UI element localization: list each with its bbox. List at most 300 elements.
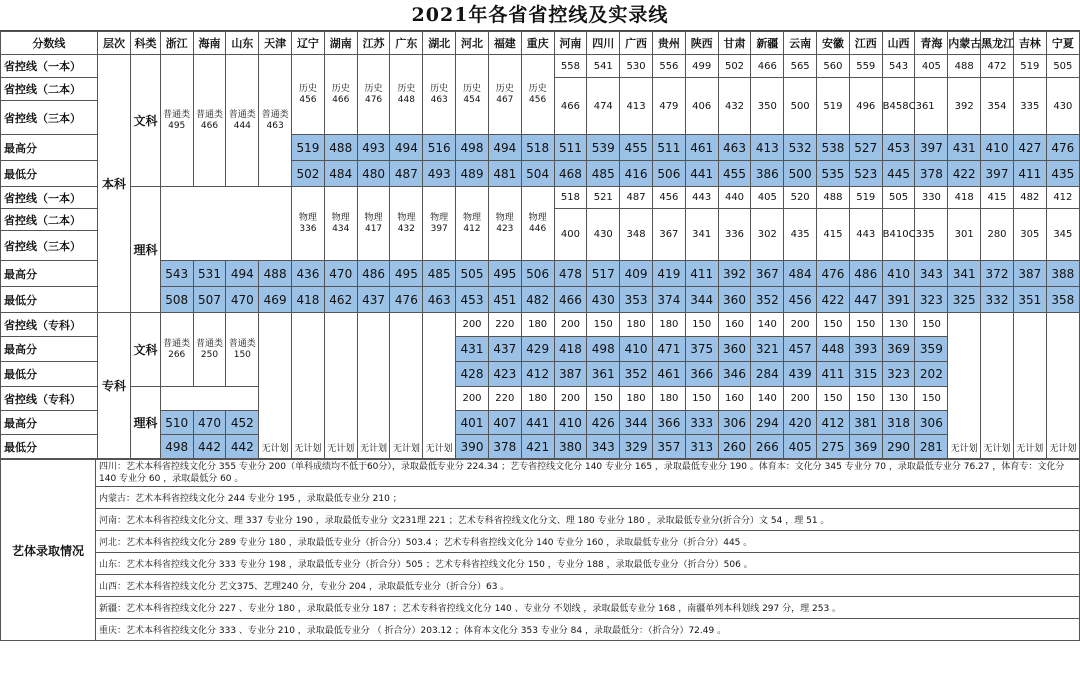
history-tag: 历史	[397, 83, 416, 94]
li-min-row	[1, 287, 1080, 313]
header-province: 陕西	[685, 32, 718, 55]
score-cell: 412	[817, 411, 850, 435]
putong-cell	[193, 313, 226, 387]
score-cell: 150	[915, 387, 948, 411]
score-cell: 412	[521, 362, 554, 387]
physics-tag: 物理	[298, 212, 317, 223]
score-cell: 200	[456, 387, 489, 411]
score-cell: 535	[817, 161, 850, 187]
physics-tag: 物理	[331, 212, 350, 223]
score-cell: 494	[488, 135, 521, 161]
score-cell: 302	[751, 209, 784, 261]
score-cell: 519	[817, 78, 850, 135]
score-cell: 130	[882, 387, 915, 411]
score-cell: 180	[521, 387, 554, 411]
score-cell: 344	[620, 411, 653, 435]
score-cell: 461	[685, 135, 718, 161]
score-cell: 367	[652, 209, 685, 261]
li-max-row	[1, 261, 1080, 287]
header-province: 新疆	[751, 32, 784, 55]
history-cell	[423, 55, 456, 135]
score-cell: 500	[784, 78, 817, 135]
score-cell: 462	[324, 287, 357, 313]
score-cell: 359	[915, 337, 948, 362]
score-cell: 469	[259, 287, 292, 313]
score-cell: 353	[620, 287, 653, 313]
score-cell: 422	[948, 161, 981, 187]
li-l1-row	[1, 187, 1080, 209]
score-cell: 405	[915, 55, 948, 78]
score-cell: 440	[718, 187, 751, 209]
score-cell: 305	[1013, 209, 1046, 261]
subject-li: 理科	[131, 187, 161, 313]
score-cell: 430	[587, 287, 620, 313]
no-plan-cell: 无计划	[423, 313, 456, 459]
score-cell: 519	[849, 187, 882, 209]
score-cell: 260	[718, 435, 751, 459]
history-tag: 历史	[331, 83, 350, 94]
score-cell: 374	[652, 287, 685, 313]
score-cell: 391	[882, 287, 915, 313]
no-plan-cell: 无计划	[259, 313, 292, 459]
score-cell: 493	[357, 135, 390, 161]
score-cell: 180	[620, 313, 653, 337]
score-cell: 432	[718, 78, 751, 135]
row-label: 最低分	[1, 435, 98, 459]
header-province: 青海	[915, 32, 948, 55]
physics-cell	[456, 187, 489, 261]
score-cell: 470	[324, 261, 357, 287]
score-cell: 330	[915, 187, 948, 209]
score-cell: 418	[948, 187, 981, 209]
score-cell: 200	[784, 313, 817, 337]
physics-score: 423	[496, 223, 514, 234]
score-cell: 518	[521, 135, 554, 161]
score-cell: 393	[849, 337, 882, 362]
score-cell: 388	[1046, 261, 1079, 287]
no-plan-cell: 无计划	[324, 313, 357, 459]
art-note-row	[1, 575, 1080, 597]
art-note-row	[1, 509, 1080, 531]
score-cell: 284	[751, 362, 784, 387]
physics-cell	[488, 187, 521, 261]
level-zhuanke: 专科	[97, 313, 131, 459]
score-cell: 428	[456, 362, 489, 387]
score-cell: 527	[849, 135, 882, 161]
score-cell: 480	[357, 161, 390, 187]
score-cell: 493	[423, 161, 456, 187]
score-cell: 411	[685, 261, 718, 287]
score-cell: 150	[817, 387, 850, 411]
score-cell: 375	[685, 337, 718, 362]
score-cell: 556	[652, 55, 685, 78]
art-note-text: 内蒙古：艺术本科省控线文化分 244 专业分 195 ，录取最低专业分 210 ；	[96, 487, 1080, 509]
row-label: 最低分	[1, 161, 98, 187]
score-cell: 341	[685, 209, 718, 261]
score-cell: 485	[587, 161, 620, 187]
putong-label: 普通类	[228, 109, 256, 120]
score-cell: 180	[652, 313, 685, 337]
score-cell: 500	[784, 161, 817, 187]
score-cell: 325	[948, 287, 981, 313]
score-cell: 486	[849, 261, 882, 287]
score-cell: 140	[751, 387, 784, 411]
physics-cell	[423, 187, 456, 261]
score-cell: 335	[1013, 78, 1046, 135]
score-cell: 518	[554, 187, 587, 209]
score-cell: 474	[587, 78, 620, 135]
art-note-text: 新疆：艺术本科省控线文化分 227 、专业分 180 ，录取最低专业分 187 ；艺术专科省控线文化分 140 、专业分 不划线 ，录取最低专业分 168 ，南疆单列本科划线 297 分，理 253 。	[96, 597, 1080, 619]
score-cell: 504	[521, 161, 554, 187]
score-cell: 150	[587, 313, 620, 337]
no-plan-cell: 无计划	[292, 313, 325, 459]
score-cell: 476	[817, 261, 850, 287]
row-label: 省控线（专科）	[1, 313, 98, 337]
score-cell: 202	[915, 362, 948, 387]
score-cell: 495	[488, 261, 521, 287]
header-province: 广西	[620, 32, 653, 55]
score-cell: 306	[718, 411, 751, 435]
header-province: 甘肃	[718, 32, 751, 55]
header-province: 云南	[784, 32, 817, 55]
score-cell: 421	[521, 435, 554, 459]
wen-l1-row	[1, 55, 1080, 78]
subject-li-zk: 理科	[131, 387, 161, 459]
score-cell: 200	[456, 313, 489, 337]
score-cell: 419	[652, 261, 685, 287]
score-cell: 488	[948, 55, 981, 78]
history-cell	[292, 55, 325, 135]
physics-score: 397	[430, 223, 448, 234]
header-province: 福建	[488, 32, 521, 55]
row-label: 最低分	[1, 287, 98, 313]
score-cell: 472	[981, 55, 1014, 78]
score-cell: 318	[882, 411, 915, 435]
art-note-text: 山西：艺术本科省控线文化分 艺文375、艺理240 分，专业分 204 ，录取最低专业分（折合分）63 。	[96, 575, 1080, 597]
art-note-row	[1, 531, 1080, 553]
no-plan-cell: 无计划	[981, 313, 1014, 459]
physics-score: 446	[529, 223, 547, 234]
art-note-text: 河北：艺术本科省控线文化分 289 专业分 180 ，录取最低专业分（折合分）503.4 ；艺术专科省控线文化分 140 专业分 160 ，录取最低专业分（折合分）445 。	[96, 531, 1080, 553]
score-cell: 502	[292, 161, 325, 187]
putong-label: 普通类	[195, 109, 223, 120]
score-cell: 200	[554, 387, 587, 411]
score-cell: 521	[587, 187, 620, 209]
score-cell: 437	[357, 287, 390, 313]
row-label: 省控线（二本）	[1, 78, 98, 101]
physics-score: 432	[397, 223, 415, 234]
score-cell: 466	[554, 78, 587, 135]
score-cell: 366	[685, 362, 718, 387]
score-cell: 468	[554, 161, 587, 187]
score-cell: 294	[751, 411, 784, 435]
header-province: 江苏	[357, 32, 390, 55]
header-province: 贵州	[652, 32, 685, 55]
score-cell: 380	[554, 435, 587, 459]
art-note-text: 山东：艺术本科省控线文化分 333 专业分 198 ，录取最低专业分（折合分）505 ；艺术专科省控线文化分 150 ，专业分 188 ，录取最低专业分（折合分）506 。	[96, 553, 1080, 575]
score-cell: 508	[160, 287, 193, 313]
score-cell: 565	[784, 55, 817, 78]
score-cell: 466	[554, 287, 587, 313]
score-cell: 397	[915, 135, 948, 161]
row-label: 最高分	[1, 337, 98, 362]
score-cell: 306	[915, 411, 948, 435]
physics-cell	[324, 187, 357, 261]
score-cell: 160	[718, 313, 751, 337]
score-cell: 453	[882, 135, 915, 161]
score-cell: 498	[456, 135, 489, 161]
score-cell: 488	[259, 261, 292, 287]
art-note-row	[1, 619, 1080, 641]
score-cell: 457	[784, 337, 817, 362]
score-cell: 443	[685, 187, 718, 209]
score-cell: 466	[751, 55, 784, 78]
physics-tag: 物理	[397, 212, 416, 223]
score-cell: 343	[587, 435, 620, 459]
score-cell: 439	[784, 362, 817, 387]
score-cell: 354	[981, 78, 1014, 135]
score-cell: 378	[488, 435, 521, 459]
score-cell: 392	[948, 78, 981, 135]
score-cell: B458C361	[882, 78, 915, 135]
score-cell: 348	[620, 209, 653, 261]
score-cell: 180	[652, 387, 685, 411]
header-province: 重庆	[521, 32, 554, 55]
score-cell: 447	[849, 287, 882, 313]
physics-tag: 物理	[462, 212, 481, 223]
score-cell: 484	[784, 261, 817, 287]
score-cell: 506	[652, 161, 685, 187]
score-cell: 520	[784, 187, 817, 209]
score-cell: 420	[784, 411, 817, 435]
score-cell: 479	[652, 78, 685, 135]
score-table	[0, 31, 1080, 459]
physics-tag: 物理	[364, 212, 383, 223]
score-cell: 455	[718, 161, 751, 187]
score-cell: 343	[915, 261, 948, 287]
art-note-text: 四川：艺术本科省控线文化分 355 专业分 200（单科成绩均不低于60分），录取最低专业分 224.34 ；艺专省控线文化分 140 专业分 165 ，录取最低专业分 190 。体育本：文化分 345 专业分 70 ，录取最低专业分 76.27 ，体育专：文化分 140 专业分 60 ，录取最低分 60 。	[96, 460, 1080, 487]
header-province: 宁夏	[1046, 32, 1079, 55]
score-cell: 413	[620, 78, 653, 135]
history-tag: 历史	[298, 83, 317, 94]
score-cell: 505	[456, 261, 489, 287]
physics-score: 417	[364, 223, 383, 234]
score-cell: 456	[652, 187, 685, 209]
score-cell: 345	[1046, 209, 1079, 261]
history-score: 476	[364, 94, 383, 105]
score-cell: 336	[718, 209, 751, 261]
header-subject: 科类	[131, 32, 161, 55]
score-cell: 470	[193, 411, 226, 435]
score-cell: 180	[521, 313, 554, 337]
score-cell: 378	[915, 161, 948, 187]
physics-tag: 物理	[528, 212, 547, 223]
no-plan-cell: 无计划	[1013, 313, 1046, 459]
score-cell: 455	[620, 135, 653, 161]
no-plan-cell: 无计划	[1046, 313, 1079, 459]
score-cell: 489	[456, 161, 489, 187]
header-province: 湖南	[324, 32, 357, 55]
history-cell	[357, 55, 390, 135]
score-cell: 511	[652, 135, 685, 161]
score-cell: 409	[620, 261, 653, 287]
putong-score: 266	[168, 349, 186, 360]
putong-label: 普通类	[163, 338, 191, 349]
header-province: 江西	[849, 32, 882, 55]
header-level: 层次	[97, 32, 131, 55]
header-province: 广东	[390, 32, 423, 55]
putong-label: 普通类	[228, 338, 256, 349]
score-cell: 430	[1046, 78, 1079, 135]
score-cell: 437	[488, 337, 521, 362]
history-cell	[488, 55, 521, 135]
history-score: 454	[463, 94, 481, 105]
score-cell: 429	[521, 337, 554, 362]
row-label: 省控线（一本）	[1, 55, 98, 78]
score-cell: B410C335	[882, 209, 915, 261]
no-plan-cell: 无计划	[948, 313, 981, 459]
score-cell: 530	[620, 55, 653, 78]
physics-cell	[390, 187, 423, 261]
score-cell: 505	[1046, 55, 1079, 78]
score-cell: 445	[882, 161, 915, 187]
score-cell: 397	[981, 161, 1014, 187]
history-score: 456	[299, 94, 317, 105]
score-cell: 463	[423, 287, 456, 313]
score-cell: 407	[488, 411, 521, 435]
no-plan-cell: 无计划	[390, 313, 423, 459]
putong-cell	[193, 55, 226, 187]
subject-wen: 文科	[131, 55, 161, 187]
score-cell: 427	[1013, 135, 1046, 161]
score-cell: 346	[718, 362, 751, 387]
putong-score: 150	[233, 349, 251, 360]
putong-label: 普通类	[261, 109, 289, 120]
score-cell: 411	[1013, 161, 1046, 187]
zk-li-min-row	[1, 435, 1080, 459]
score-cell: 405	[784, 435, 817, 459]
score-cell: 471	[652, 337, 685, 362]
score-cell: 341	[948, 261, 981, 287]
score-cell: 502	[718, 55, 751, 78]
score-cell: 301	[948, 209, 981, 261]
history-score: 467	[496, 94, 514, 105]
history-cell	[324, 55, 357, 135]
score-cell: 448	[817, 337, 850, 362]
score-cell: 387	[1013, 261, 1046, 287]
score-cell: 280	[981, 209, 1014, 261]
art-section-label: 艺体录取情况	[1, 460, 96, 641]
header-province: 山东	[226, 32, 259, 55]
score-cell: 519	[292, 135, 325, 161]
history-tag: 历史	[462, 83, 481, 94]
score-cell: 482	[521, 287, 554, 313]
score-cell: 369	[849, 435, 882, 459]
score-cell: 532	[784, 135, 817, 161]
score-cell: 436	[292, 261, 325, 287]
page-title: 2021年各省省控线及实录线	[0, 0, 1080, 31]
score-cell: 266	[751, 435, 784, 459]
score-cell: 487	[390, 161, 423, 187]
putong-cell	[160, 313, 193, 387]
score-cell: 344	[685, 287, 718, 313]
score-cell: 390	[456, 435, 489, 459]
score-cell: 558	[554, 55, 587, 78]
score-cell: 517	[587, 261, 620, 287]
score-cell: 387	[554, 362, 587, 387]
score-cell: 360	[718, 287, 751, 313]
score-cell: 401	[456, 411, 489, 435]
putong-cell	[226, 313, 259, 387]
score-cell: 160	[718, 387, 751, 411]
score-cell: 415	[981, 187, 1014, 209]
score-cell: 386	[751, 161, 784, 187]
header-province: 内蒙古	[948, 32, 981, 55]
physics-cell	[357, 187, 390, 261]
score-cell: 410	[981, 135, 1014, 161]
score-cell: 357	[652, 435, 685, 459]
header-province: 山西	[882, 32, 915, 55]
header-row	[1, 32, 1080, 55]
score-cell: 476	[1046, 135, 1079, 161]
no-plan-cell: 无计划	[357, 313, 390, 459]
putong-score: 466	[200, 120, 219, 131]
header-province: 辽宁	[292, 32, 325, 55]
score-cell: 456	[784, 287, 817, 313]
score-cell: 150	[817, 313, 850, 337]
score-cell: 423	[488, 362, 521, 387]
score-cell: 406	[685, 78, 718, 135]
history-score: 463	[430, 94, 448, 105]
physics-score: 336	[299, 223, 317, 234]
header-province: 河南	[554, 32, 587, 55]
putong-score: 495	[168, 120, 186, 131]
score-cell: 200	[784, 387, 817, 411]
score-cell: 413	[751, 135, 784, 161]
score-cell: 451	[488, 287, 521, 313]
score-cell: 352	[751, 287, 784, 313]
score-cell: 281	[915, 435, 948, 459]
zk-li-max-row	[1, 411, 1080, 435]
header-province: 海南	[193, 32, 226, 55]
level-benke: 本科	[97, 55, 131, 313]
row-label: 最低分	[1, 362, 98, 387]
putong-cell	[160, 55, 193, 187]
score-cell: 430	[587, 209, 620, 261]
history-cell	[390, 55, 423, 135]
header-province: 河北	[456, 32, 489, 55]
score-cell: 290	[882, 435, 915, 459]
zk-wen-ctrl-row	[1, 313, 1080, 337]
row-label: 省控线（二本）	[1, 209, 98, 231]
physics-score: 434	[332, 223, 350, 234]
row-label: 省控线（专科）	[1, 387, 98, 411]
score-cell: 505	[882, 187, 915, 209]
score-cell: 499	[685, 55, 718, 78]
score-cell: 323	[915, 287, 948, 313]
score-cell: 506	[521, 261, 554, 287]
score-cell: 180	[620, 387, 653, 411]
score-cell: 418	[554, 337, 587, 362]
row-label: 最高分	[1, 135, 98, 161]
score-cell: 498	[587, 337, 620, 362]
score-cell: 313	[685, 435, 718, 459]
physics-cell	[292, 187, 325, 261]
header-province: 天津	[259, 32, 292, 55]
score-cell: 358	[1046, 287, 1079, 313]
art-notes-table	[0, 459, 1080, 641]
score-cell: 486	[357, 261, 390, 287]
